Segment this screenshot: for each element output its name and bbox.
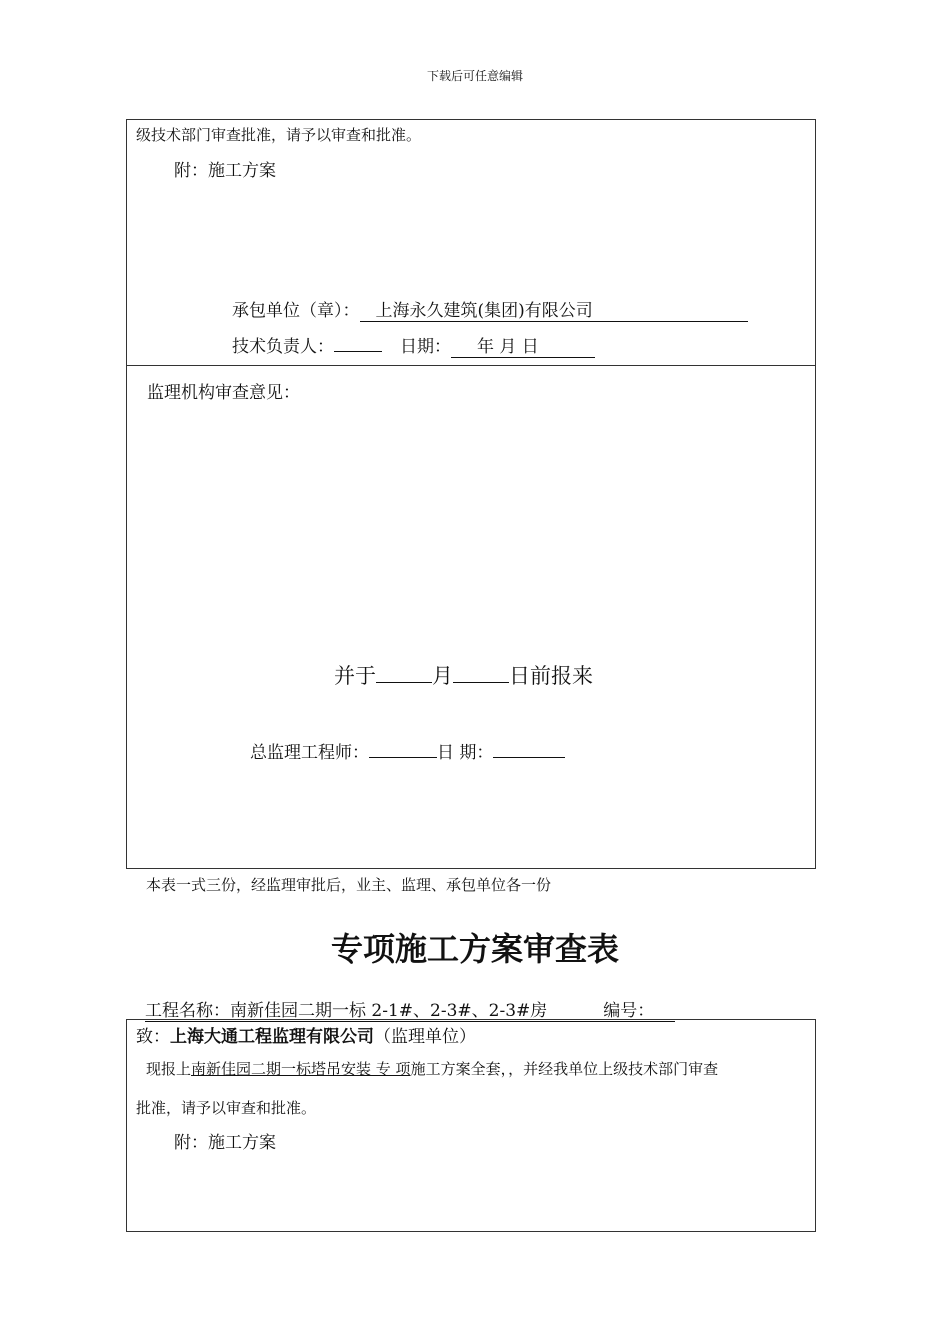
project-value: 南新佳园二期一标 2-1#、2-3#、2-3#房 bbox=[230, 1001, 548, 1021]
day-blank bbox=[453, 662, 509, 683]
contractor-row bbox=[232, 296, 748, 322]
return-before-suffix: 日前报来 bbox=[509, 664, 593, 688]
header-note: 下载后可任意编辑 bbox=[426, 69, 523, 83]
return-before-row bbox=[334, 660, 593, 690]
form-title: 专项施工方案审查表 bbox=[330, 930, 619, 968]
report-prefix: 现报上 bbox=[146, 1060, 192, 1078]
tech-lead-blank bbox=[334, 335, 382, 352]
chief-date-label: 日 期： bbox=[437, 743, 494, 763]
tech-lead-row bbox=[232, 332, 595, 358]
date-label: 日期： bbox=[400, 337, 451, 357]
return-before-prefix: 并于 bbox=[334, 664, 376, 688]
chief-label: 总监理工程师： bbox=[250, 743, 369, 763]
supervision-unit: 上海大通工程监理有限公司 bbox=[170, 1027, 374, 1047]
month-blank bbox=[376, 662, 432, 683]
report-line-2: 批准，请予以审查和批准。 bbox=[136, 1099, 317, 1117]
report-suffix: 施工方案全套，，并经我单位上级技术部门审查 bbox=[410, 1060, 719, 1078]
to-suffix: （监理单位） bbox=[374, 1027, 476, 1047]
approval-form-lower bbox=[126, 1019, 816, 1232]
tech-lead-label: 技术负责人： bbox=[232, 337, 334, 357]
date-value: 年 月 日 bbox=[477, 337, 539, 357]
report-line-1 bbox=[146, 1058, 718, 1079]
number-label: 编号： bbox=[603, 1001, 655, 1021]
project-label: 工程名称： bbox=[145, 1001, 230, 1021]
section-divider bbox=[127, 365, 815, 366]
contractor-value: 上海永久建筑(集团)有限公司 bbox=[375, 301, 593, 321]
return-before-month: 月 bbox=[432, 664, 453, 688]
chief-signature-blank bbox=[369, 741, 437, 758]
footnote: 本表一式三份，经监理审批后，业主、监理、承包单位各一份 bbox=[146, 876, 552, 894]
chief-date-blank bbox=[493, 741, 565, 758]
chief-engineer-row bbox=[250, 738, 565, 763]
attachment-label-2: 附：施工方案 bbox=[174, 1133, 276, 1153]
contractor-label: 承包单位（章）： bbox=[232, 301, 360, 321]
review-label: 监理机构审查意见： bbox=[147, 383, 300, 403]
continued-text: 级技术部门审查批准，请予以审查和批准。 bbox=[136, 126, 422, 144]
report-project: 南新佳园二期一标塔吊安装 专 项 bbox=[191, 1060, 411, 1078]
to-row bbox=[136, 1022, 476, 1047]
attachment-label: 附：施工方案 bbox=[174, 161, 276, 181]
to-label: 致： bbox=[136, 1027, 170, 1047]
